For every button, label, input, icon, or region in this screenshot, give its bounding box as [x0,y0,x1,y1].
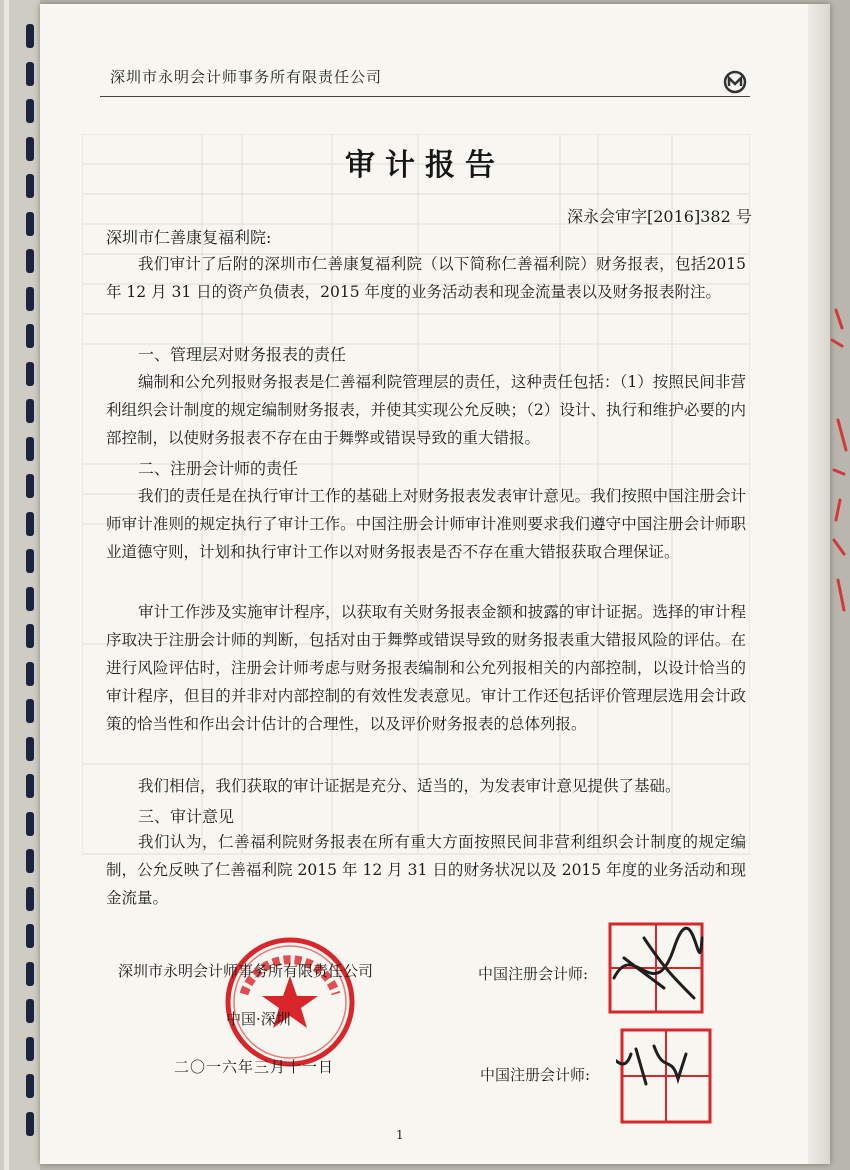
section2-heading: 二、注册会计师的责任 [138,459,299,478]
binding-hole [26,962,34,986]
addressee: 深圳市仁善康复福利院: [106,228,272,247]
cpa-label-2: 中国注册会计师: [480,1066,591,1084]
cpa-label-1: 中国注册会计师: [478,965,589,983]
cpa-seal-1 [604,918,708,1020]
binding-hole [26,99,34,123]
document-title: 审计报告 [345,148,505,183]
binding-hole [26,624,34,648]
section3-heading: 三、审计意见 [138,807,235,826]
binding-hole [26,924,34,948]
binding-hole [26,587,34,611]
signature-firm-name: 深圳市永明会计师事务所有限责任公司 [118,962,374,980]
binding-hole [26,549,34,573]
binding-hole [26,362,34,386]
header-firm-name: 深圳市永明会计师事务所有限责任公司 [110,68,383,86]
binding-hole [26,287,34,311]
section1-paragraph: 编制和公允列报财务报表是仁善福利院管理层的责任，这种责任包括：（1）按照民间非营利组织会计制度的规定编制财务报表，并使其实现公允反映；（2）设计、执行和维护必要的内部控制，以使财务报表不存在由于舞弊或错误导致的重大错报。 [106,373,746,447]
intro-paragraph: 我们审计了后附的深圳市仁善康复福利院（以下简称仁善福利院）财务报表，包括2015 年 12 月 31 日的资产负债表，2015 年度的业务活动表和现金流量表以及财务报表附注。 [106,255,746,301]
signature-location: 中国·深圳 [226,1010,291,1028]
binding-hole [26,699,34,723]
section2-paragraph-3: 我们相信，我们获取的审计证据是充分、适当的，为发表审计意见提供了基础。 [138,777,681,795]
binding-hole [26,399,34,423]
binding-hole [26,662,34,686]
binding-hole [26,512,34,536]
cpa-seal-2 [616,1024,716,1128]
binding-hole [26,887,34,911]
section2-paragraph-2: 审计工作涉及实施审计程序，以获取有关财务报表金额和披露的审计证据。选择的审计程序取决于注册会计师的判断，包括对由于舞弊或错误导致的财务报表重大错报风险的评估。在进行风险评估时，注册会计师考虑与财务报表编制和公允列报相关的内部控制，以设计恰当的审计程序，但目的并非对内部控制的有效性发表意见。审计工作还包括评价管理层选用会计政策的恰当性和作出会计估计的合理性，以及评价财务报表的总体列报。 [106,603,746,733]
firm-logo-icon [722,70,748,94]
firm-round-seal [222,934,358,1070]
binding-hole [26,774,34,798]
binding-hole [26,474,34,498]
binding-hole [26,737,34,761]
header-rule [100,96,750,97]
binding-hole [26,1074,34,1098]
binding-hole [26,1037,34,1061]
binding-hole [26,324,34,348]
section2-paragraph-1: 我们的责任是在执行审计工作的基础上对财务报表发表审计意见。我们按照中国注册会计师审计准则的规定执行了审计工作。中国注册会计师审计准则要求我们遵守中国注册会计师职业道德守则，计划和执行审计工作以对财务报表是否不存在重大错报获取合理保证。 [106,487,746,561]
page-number: 1 [396,1128,404,1142]
binding-hole [26,24,34,48]
signature-date: 二〇一六年三月十一日 [174,1058,335,1076]
binding-hole [26,249,34,273]
binding-hole [26,849,34,873]
binding-hole [26,812,34,836]
binding-hole [26,999,34,1023]
document-number: 深永会审字[2016]382 号 [567,207,752,226]
binding-hole [26,1112,34,1136]
binding-hole [26,437,34,461]
binding-hole [26,62,34,86]
section3-paragraph: 我们认为，仁善福利院财务报表在所有重大方面按照民间非营利组织会计制度的规定编制，公允反映了仁善福利院 2015 年 12 月 31 日的财务状况以及 2015 年度的业务活动和现金流量。 [106,833,746,907]
section1-heading: 一、管理层对财务报表的责任 [138,345,347,364]
binding-hole [26,212,34,236]
